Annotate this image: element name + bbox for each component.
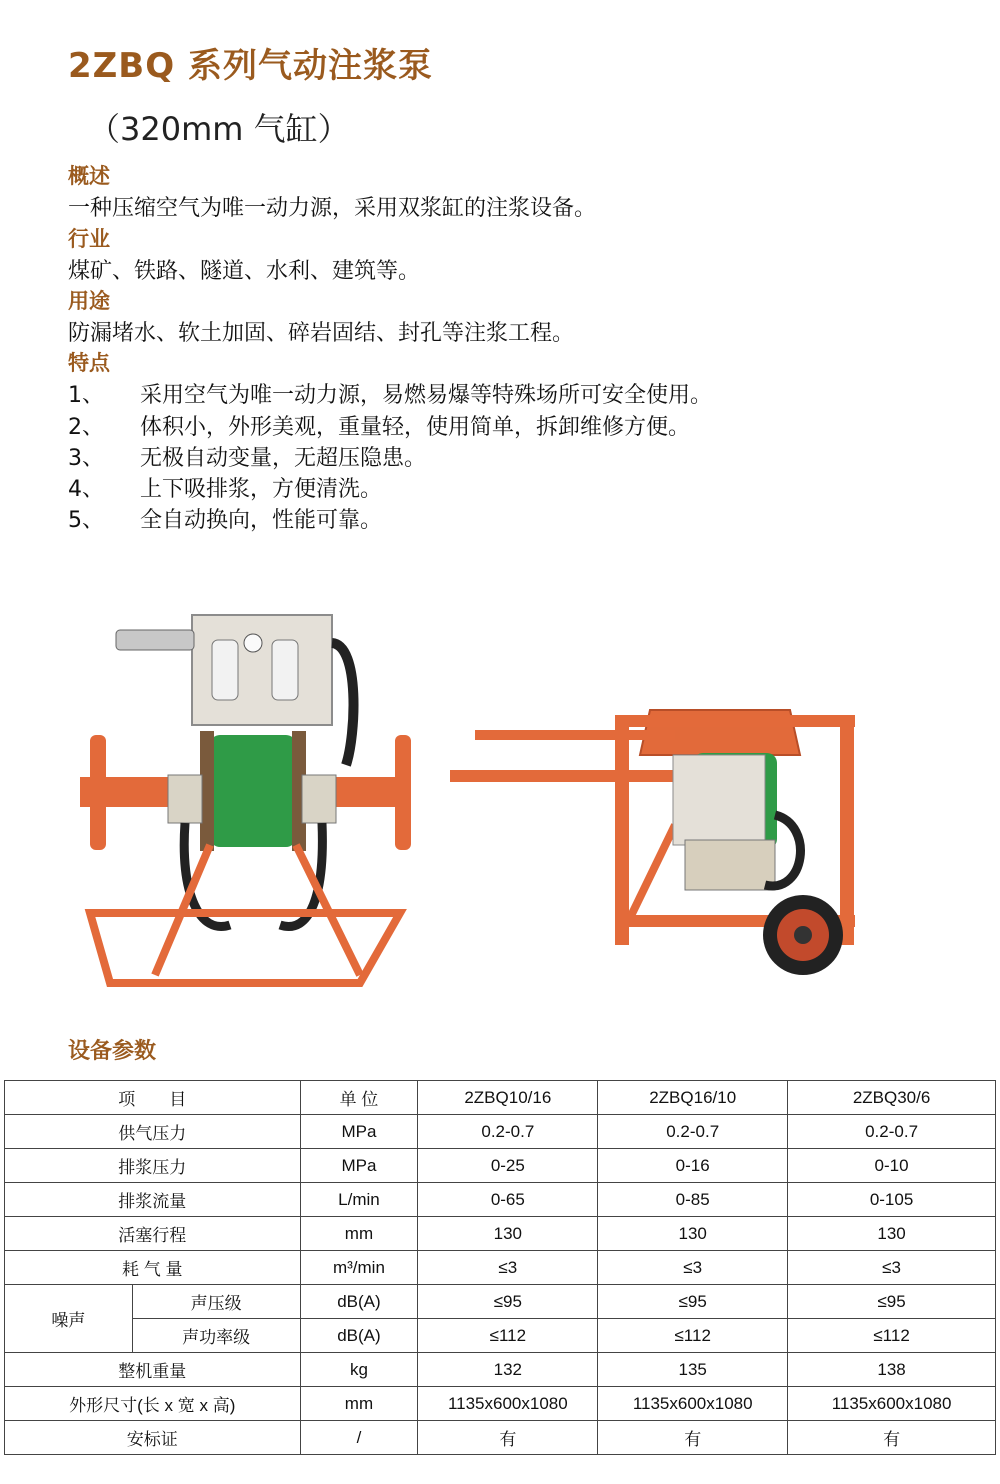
row-unit: dB(A) — [300, 1319, 418, 1353]
row-value: 0.2-0.7 — [788, 1115, 996, 1149]
feature-item — [68, 503, 382, 534]
table-row — [5, 1285, 996, 1319]
feature-item — [68, 378, 712, 409]
table-row — [5, 1251, 996, 1285]
feature-text: 体积小，外形美观，重量轻，使用简单，拆卸维修方便。 — [140, 415, 691, 440]
row-label: 耗 气 量 — [5, 1251, 301, 1285]
usage-text: 防漏堵水、软土加固、碎岩固结、封孔等注浆工程。 — [68, 321, 575, 346]
row-value: ≤112 — [418, 1319, 598, 1353]
pump-photo-cart — [445, 695, 895, 985]
row-value: 0.2-0.7 — [418, 1115, 598, 1149]
row-label: 声压级 — [132, 1285, 300, 1319]
row-unit: / — [300, 1421, 418, 1455]
feature-text: 上下吸排浆，方便清洗。 — [140, 477, 383, 502]
feature-item — [68, 472, 382, 503]
table-row — [5, 1217, 996, 1251]
page-title: 2ZBQ 系列气动注浆泵 — [68, 46, 433, 86]
row-value: 0-25 — [418, 1149, 598, 1183]
header-model: 2ZBQ30/6 — [788, 1081, 996, 1115]
row-value: 0-65 — [418, 1183, 598, 1217]
table-row — [5, 1115, 996, 1149]
noise-group-label: 噪声 — [5, 1285, 133, 1353]
row-value: 有 — [418, 1421, 598, 1455]
table-row — [5, 1319, 996, 1353]
row-value: 1135x600x1080 — [788, 1387, 996, 1421]
row-unit: mm — [300, 1217, 418, 1251]
feature-num: 1、 — [68, 383, 104, 408]
table-row — [5, 1149, 996, 1183]
table-header-row — [5, 1081, 996, 1115]
header-unit: 单 位 — [300, 1081, 418, 1115]
feature-num: 5、 — [68, 508, 104, 533]
header-model: 2ZBQ10/16 — [418, 1081, 598, 1115]
row-label: 整机重量 — [5, 1353, 301, 1387]
feature-item — [68, 441, 426, 472]
row-unit: dB(A) — [300, 1285, 418, 1319]
row-value: ≤95 — [418, 1285, 598, 1319]
row-value: ≤112 — [598, 1319, 788, 1353]
row-value: 135 — [598, 1353, 788, 1387]
row-value: 130 — [788, 1217, 996, 1251]
feature-text: 无极自动变量，无超压隐患。 — [140, 446, 427, 471]
row-value: 0.2-0.7 — [598, 1115, 788, 1149]
row-label: 声功率级 — [132, 1319, 300, 1353]
features-heading: 特点 — [68, 351, 110, 375]
industry-heading: 行业 — [68, 227, 110, 251]
row-unit: L/min — [300, 1183, 418, 1217]
spec-table — [4, 1080, 996, 1455]
row-value: 1135x600x1080 — [418, 1387, 598, 1421]
row-value: 0-16 — [598, 1149, 788, 1183]
page-subtitle: （320mm 气缸） — [88, 110, 350, 148]
row-value: ≤112 — [788, 1319, 996, 1353]
feature-num: 4、 — [68, 477, 104, 502]
feature-text: 采用空气为唯一动力源，易燃易爆等特殊场所可安全使用。 — [140, 383, 713, 408]
overview-text: 一种压缩空气为唯一动力源，采用双浆缸的注浆设备。 — [68, 196, 597, 221]
row-value: 130 — [418, 1217, 598, 1251]
table-row — [5, 1421, 996, 1455]
row-unit: kg — [300, 1353, 418, 1387]
table-row — [5, 1353, 996, 1387]
table-row — [5, 1387, 996, 1421]
feature-num: 2、 — [68, 415, 104, 440]
feature-text: 全自动换向，性能可靠。 — [140, 508, 383, 533]
industry-text: 煤矿、铁路、隧道、水利、建筑等。 — [68, 259, 421, 284]
row-value: 有 — [788, 1421, 996, 1455]
feature-num: 3、 — [68, 446, 104, 471]
row-value: 138 — [788, 1353, 996, 1387]
row-unit: MPa — [300, 1115, 418, 1149]
row-value: ≤95 — [598, 1285, 788, 1319]
row-label: 供气压力 — [5, 1115, 301, 1149]
row-value: 有 — [598, 1421, 788, 1455]
row-value: ≤95 — [788, 1285, 996, 1319]
row-label: 安标证 — [5, 1421, 301, 1455]
row-unit: MPa — [300, 1149, 418, 1183]
overview-heading: 概述 — [68, 164, 110, 188]
header-item: 项 目 — [5, 1081, 301, 1115]
row-value: 0-85 — [598, 1183, 788, 1217]
row-unit: m³/min — [300, 1251, 418, 1285]
row-value: 0-105 — [788, 1183, 996, 1217]
params-heading: 设备参数 — [68, 1039, 157, 1064]
row-label: 排浆压力 — [5, 1149, 301, 1183]
row-value: ≤3 — [598, 1251, 788, 1285]
row-value: 1135x600x1080 — [598, 1387, 788, 1421]
row-value: 130 — [598, 1217, 788, 1251]
feature-item — [68, 410, 690, 441]
table-row — [5, 1183, 996, 1217]
row-label: 外形尺寸(长 x 宽 x 高) — [5, 1387, 301, 1421]
row-value: 0-10 — [788, 1149, 996, 1183]
header-model: 2ZBQ16/10 — [598, 1081, 788, 1115]
row-value: ≤3 — [788, 1251, 996, 1285]
row-label: 活塞行程 — [5, 1217, 301, 1251]
row-unit: mm — [300, 1387, 418, 1421]
usage-heading: 用途 — [68, 289, 110, 313]
row-value: ≤3 — [418, 1251, 598, 1285]
pump-photo-front — [60, 595, 430, 1005]
row-label: 排浆流量 — [5, 1183, 301, 1217]
row-value: 132 — [418, 1353, 598, 1387]
